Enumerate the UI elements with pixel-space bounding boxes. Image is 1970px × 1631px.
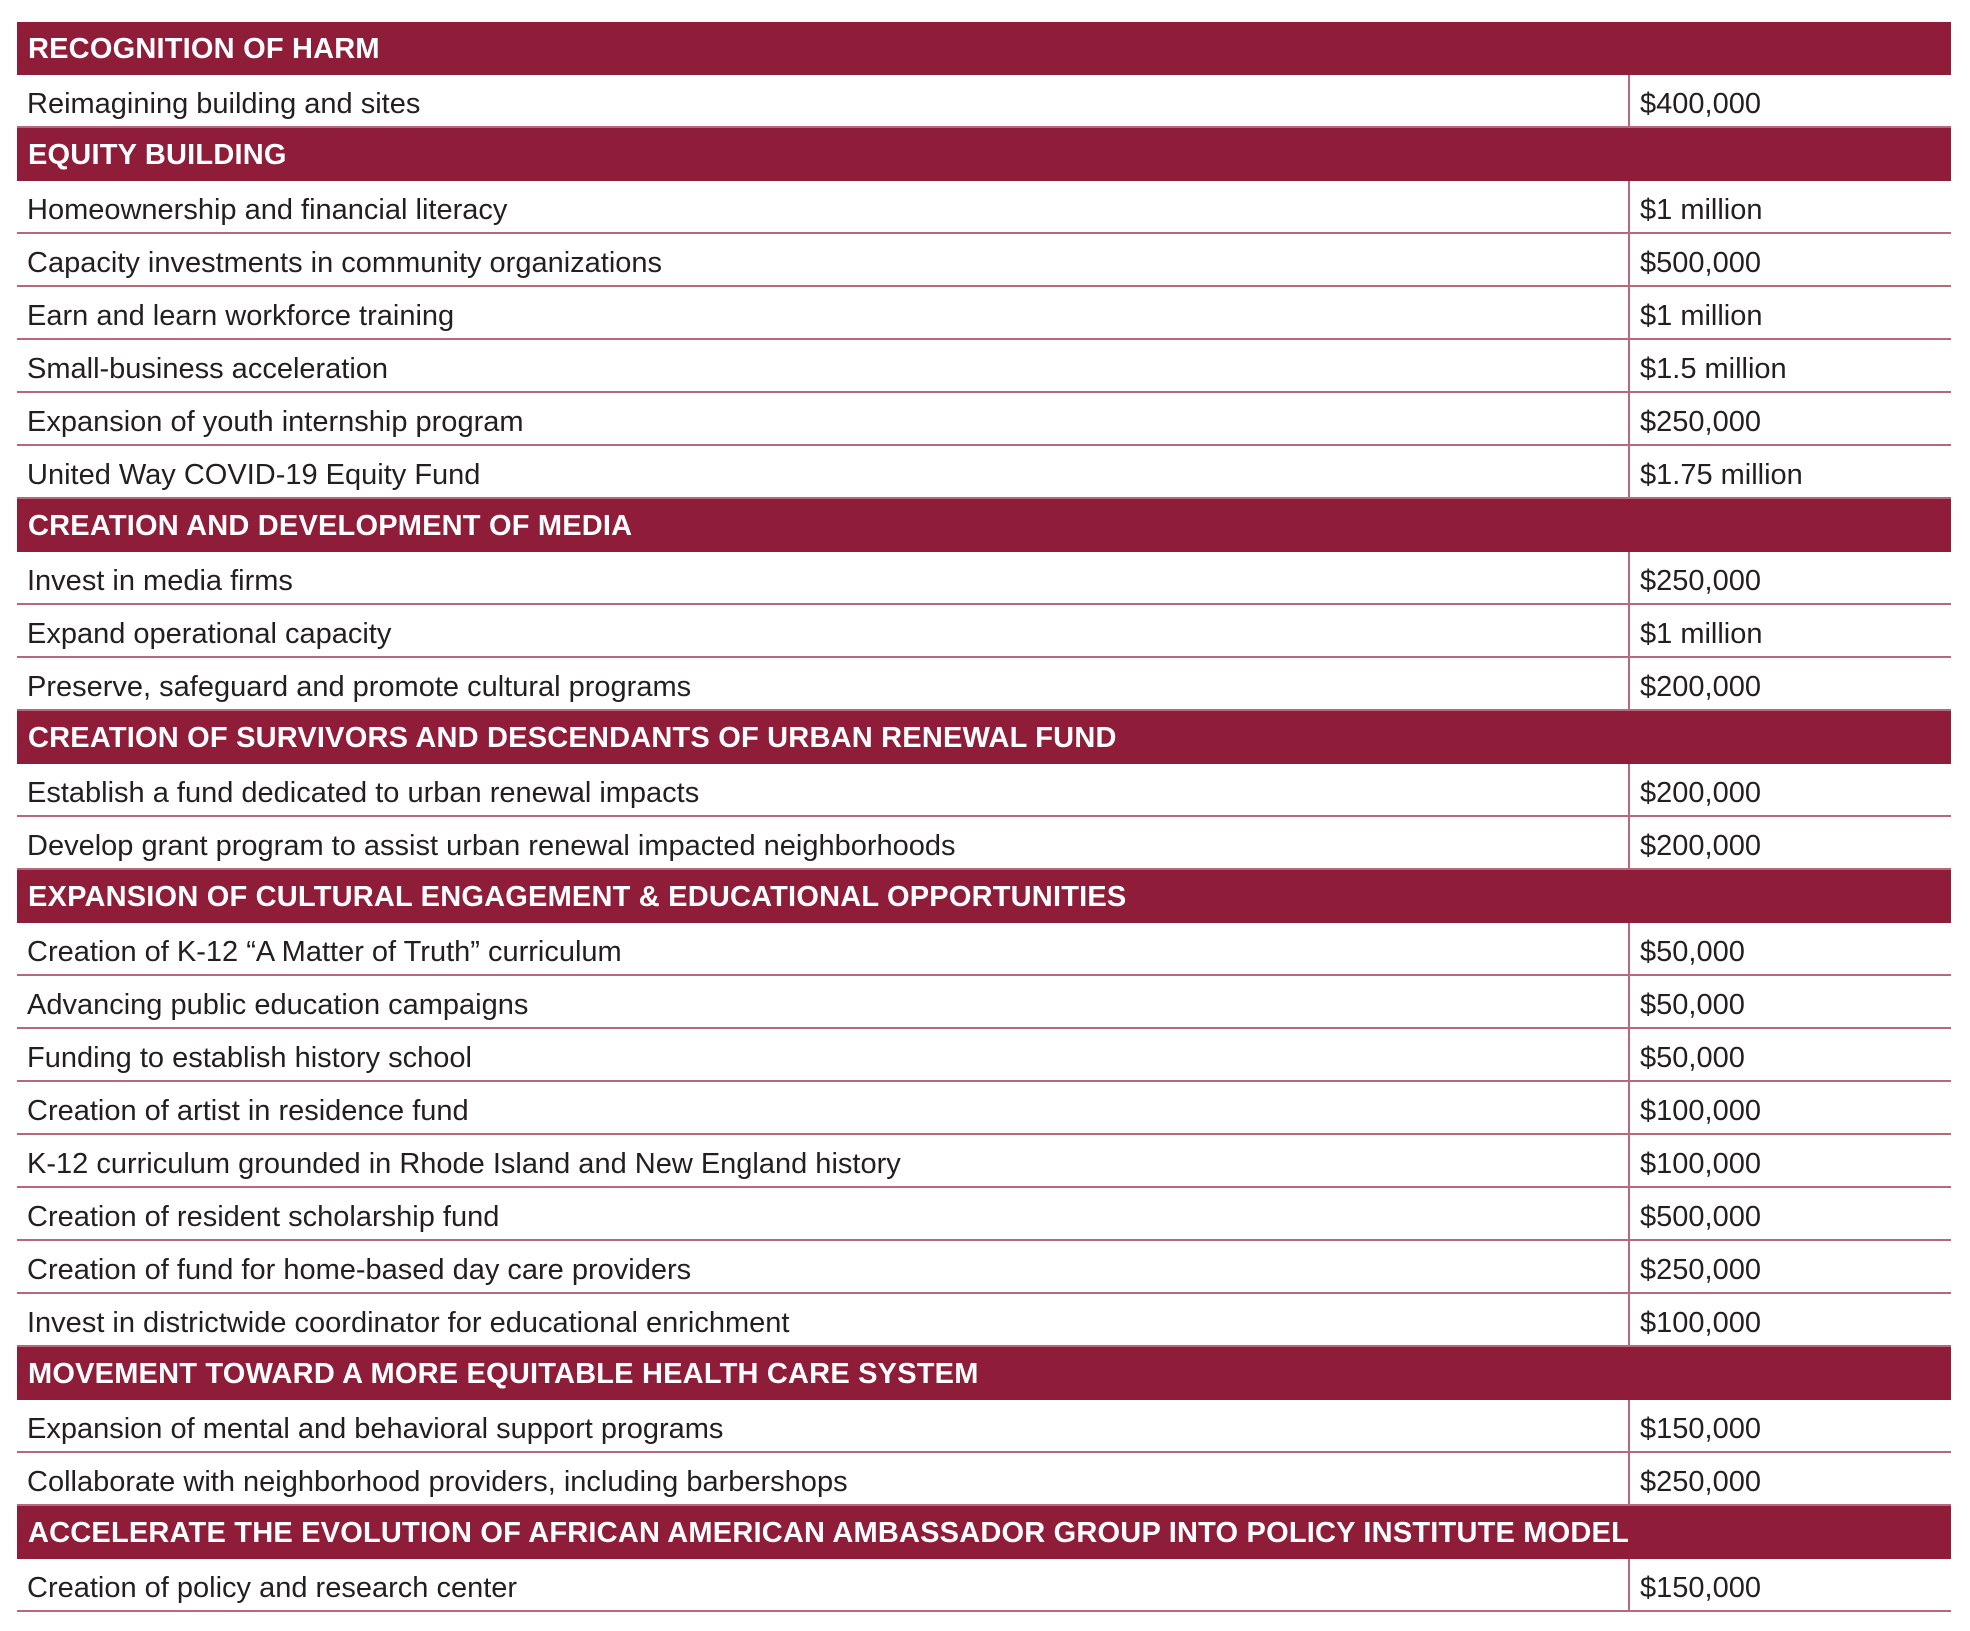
table-row bbox=[17, 605, 1951, 658]
item-label: Invest in media firms bbox=[27, 565, 293, 597]
item-label: Establish a fund dedicated to urban renewal impacts bbox=[27, 777, 700, 809]
section-header: CREATION AND DEVELOPMENT OF MEDIA bbox=[17, 499, 1951, 552]
item-amount: $50,000 bbox=[1628, 923, 1951, 974]
item-label: Reimagining building and sites bbox=[27, 88, 421, 120]
item-label: Invest in districtwide coordinator for educational enrichment bbox=[27, 1307, 790, 1339]
item-label: Capacity investments in community organizations bbox=[27, 247, 663, 279]
table-row bbox=[17, 340, 1951, 393]
section-header: ACCELERATE THE EVOLUTION OF AFRICAN AMERICAN AMBASSADOR GROUP INTO POLICY INSTITUTE MODEL bbox=[17, 1506, 1951, 1559]
item-amount: $200,000 bbox=[1628, 658, 1951, 709]
item-amount: $100,000 bbox=[1628, 1082, 1951, 1133]
table-row bbox=[17, 393, 1951, 446]
section-header: RECOGNITION OF HARM bbox=[17, 22, 1951, 75]
table-row bbox=[17, 1294, 1951, 1347]
item-label: Creation of policy and research center bbox=[27, 1572, 518, 1604]
table-row bbox=[17, 1400, 1951, 1453]
item-amount: $1 million bbox=[1628, 605, 1951, 656]
item-amount: $250,000 bbox=[1628, 1453, 1951, 1504]
item-label: United Way COVID-19 Equity Fund bbox=[27, 459, 481, 491]
table-row bbox=[17, 1559, 1951, 1612]
table-row bbox=[17, 764, 1951, 817]
table-row bbox=[17, 923, 1951, 976]
item-label: Funding to establish history school bbox=[27, 1042, 472, 1074]
table-row bbox=[17, 1029, 1951, 1082]
section-header: EXPANSION OF CULTURAL ENGAGEMENT & EDUCATIONAL OPPORTUNITIES bbox=[17, 870, 1951, 923]
item-amount: $250,000 bbox=[1628, 1241, 1951, 1292]
item-amount: $200,000 bbox=[1628, 764, 1951, 815]
table-row bbox=[17, 1188, 1951, 1241]
item-amount: $250,000 bbox=[1628, 393, 1951, 444]
table-row bbox=[17, 976, 1951, 1029]
item-label: Expand operational capacity bbox=[27, 618, 392, 650]
section-header: CREATION OF SURVIVORS AND DESCENDANTS OF URBAN RENEWAL FUND bbox=[17, 711, 1951, 764]
item-label: Creation of fund for home-based day care providers bbox=[27, 1254, 692, 1286]
item-label: Earn and learn workforce training bbox=[27, 300, 455, 332]
section-header: EQUITY BUILDING bbox=[17, 128, 1951, 181]
item-amount: $100,000 bbox=[1628, 1294, 1951, 1345]
table-row bbox=[17, 181, 1951, 234]
table-row bbox=[17, 1241, 1951, 1294]
item-amount: $50,000 bbox=[1628, 976, 1951, 1027]
item-amount: $200,000 bbox=[1628, 817, 1951, 868]
item-amount: $1.5 million bbox=[1628, 340, 1951, 391]
item-amount: $1 million bbox=[1628, 181, 1951, 232]
item-amount: $1 million bbox=[1628, 287, 1951, 338]
item-amount: $400,000 bbox=[1628, 75, 1951, 126]
table-row bbox=[17, 1082, 1951, 1135]
item-amount: $150,000 bbox=[1628, 1559, 1951, 1610]
table-row bbox=[17, 1453, 1951, 1506]
item-label: Advancing public education campaigns bbox=[27, 989, 529, 1021]
item-label: Develop grant program to assist urban renewal impacted neighborhoods bbox=[27, 830, 956, 862]
table-row bbox=[17, 234, 1951, 287]
table-row bbox=[17, 552, 1951, 605]
section-header: MOVEMENT TOWARD A MORE EQUITABLE HEALTH CARE SYSTEM bbox=[17, 1347, 1951, 1400]
item-amount: $500,000 bbox=[1628, 1188, 1951, 1239]
item-amount: $250,000 bbox=[1628, 552, 1951, 603]
table-row bbox=[17, 817, 1951, 870]
item-label: Expansion of mental and behavioral support programs bbox=[27, 1413, 724, 1445]
item-label: Expansion of youth internship program bbox=[27, 406, 524, 438]
item-label: Collaborate with neighborhood providers, including barbershops bbox=[27, 1466, 848, 1498]
item-label: Creation of K-12 “A Matter of Truth” curriculum bbox=[27, 936, 622, 968]
item-label: K-12 curriculum grounded in Rhode Island and New England history bbox=[27, 1148, 901, 1180]
table-row bbox=[17, 658, 1951, 711]
item-label: Small-business acceleration bbox=[27, 353, 389, 385]
item-label: Homeownership and financial literacy bbox=[27, 194, 508, 226]
item-amount: $150,000 bbox=[1628, 1400, 1951, 1451]
funding-table bbox=[17, 22, 1951, 1612]
item-amount: $1.75 million bbox=[1628, 446, 1951, 497]
table-row bbox=[17, 75, 1951, 128]
item-label: Preserve, safeguard and promote cultural programs bbox=[27, 671, 692, 703]
item-amount: $500,000 bbox=[1628, 234, 1951, 285]
table-row bbox=[17, 1135, 1951, 1188]
item-label: Creation of resident scholarship fund bbox=[27, 1201, 500, 1233]
item-label: Creation of artist in residence fund bbox=[27, 1095, 469, 1127]
table-row bbox=[17, 287, 1951, 340]
item-amount: $50,000 bbox=[1628, 1029, 1951, 1080]
item-amount: $100,000 bbox=[1628, 1135, 1951, 1186]
table-row bbox=[17, 446, 1951, 499]
